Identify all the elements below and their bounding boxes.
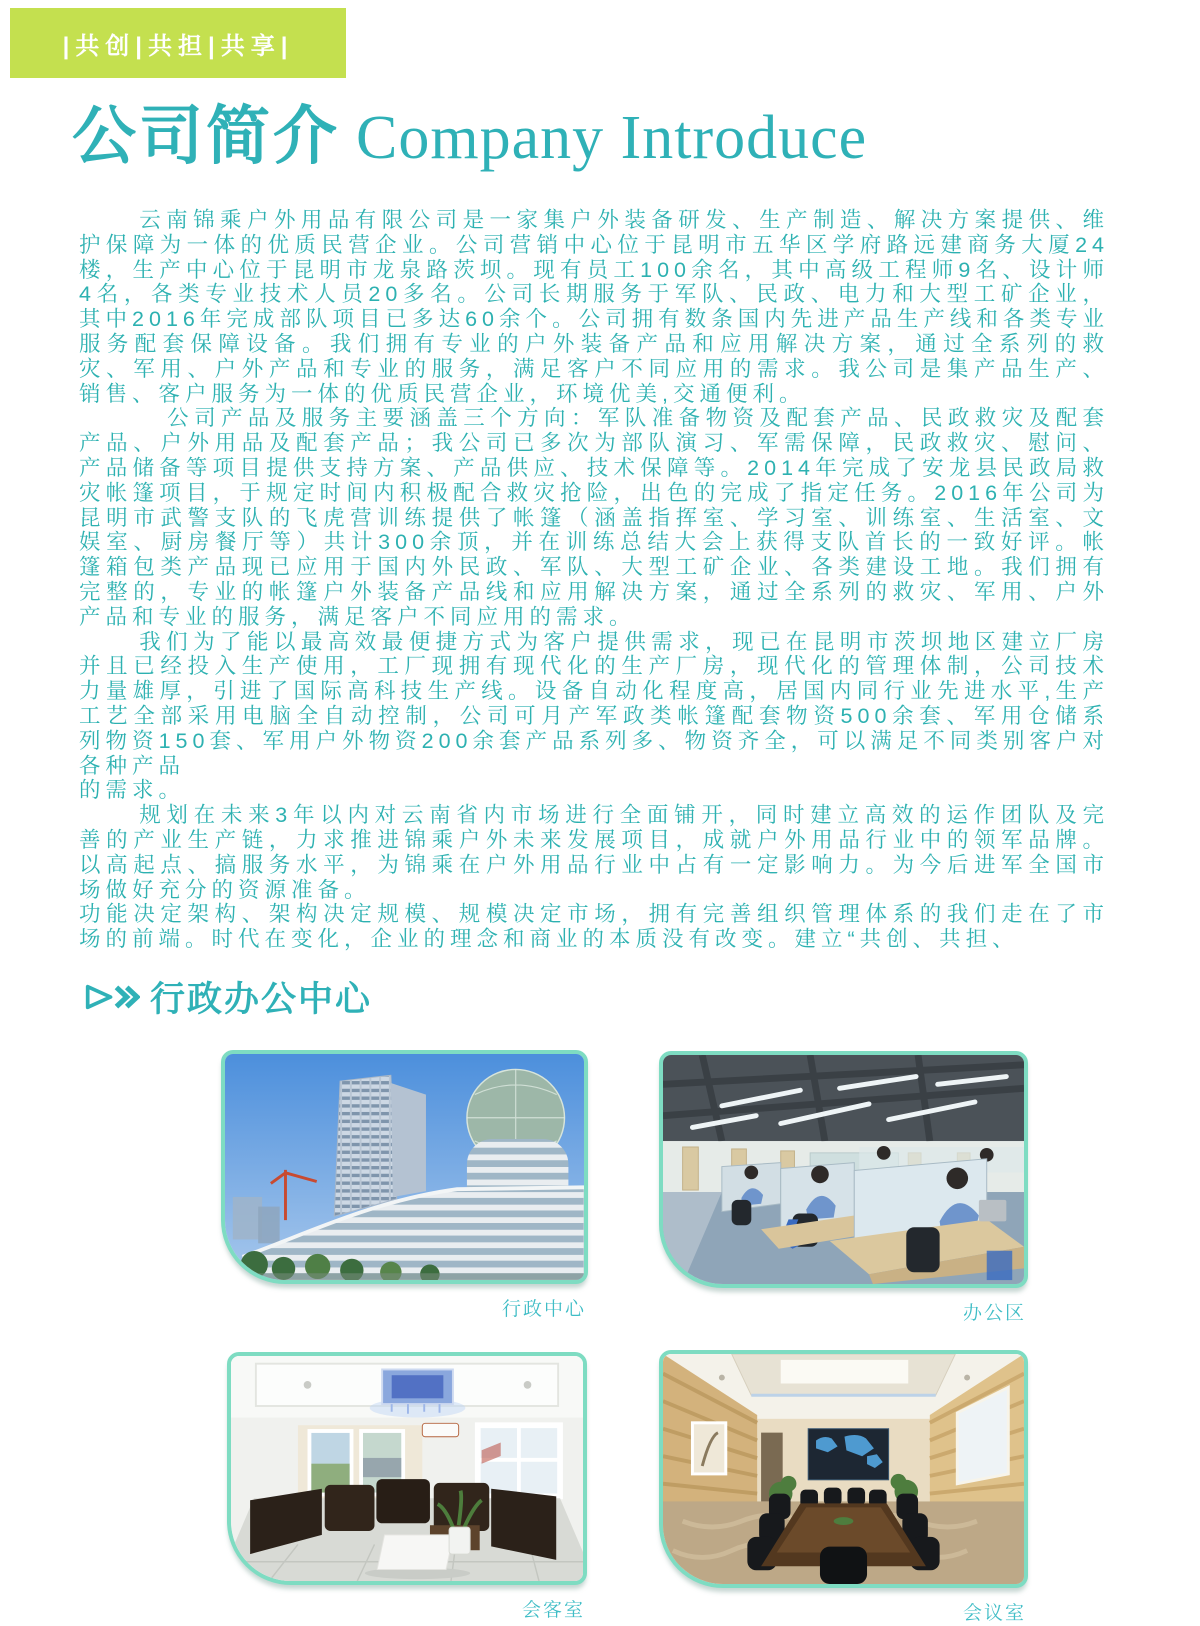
photo-caption-office-area: 办公区 — [962, 1303, 1026, 1324]
photo-caption-meeting-room: 会议室 — [962, 1603, 1026, 1624]
slogan-text: |共创|共担|共享| — [62, 32, 294, 60]
paragraph-factory: 我们为了能以最高效最便捷方式为客户提供需求，现已在昆明市茨坝地区建立厂房并且已经投入生产使用，工厂现拥有现代化的生产厂房，现代化的管理体制，公司技术力量雄厚，引进了国际高科技生产线。设备自动化程度高，居国内同行业先进水平,生产工艺全部采用电脑全自动控制，公司可月产军政类帐篷配套物资500余套、军用仓储系列物资150套、军用户外物资200余套产品系列多、物资齐全，可以满足不同类别客户对各种产品 — [79, 629, 1109, 778]
section-title: 行政办公中心 — [150, 980, 373, 1019]
paragraph-philosophy: 功能决定架构、架构决定规模、规模决定市场，拥有完善组织管理体系的我们走在了市场的前端。时代在变化，企业的理念和商业的本质没有改变。建立“共创、共担、 — [79, 902, 1109, 952]
reception-room-image — [231, 1356, 583, 1581]
slogan-banner — [10, 8, 346, 78]
office-area-image — [663, 1055, 1024, 1284]
reception-room-photo-frame — [227, 1352, 587, 1585]
page-title-english: Company Introduce — [356, 104, 868, 172]
page-title — [72, 100, 868, 172]
paragraph-products-services: 公司产品及服务主要涵盖三个方向：军队准备物资及配套产品、民政救灾及配套产品、户外用品及配套产品；我公司已多次为部队演习、军需保障，民政救灾、慰问、产品储备等项目提供支持方案、产品供应、技术保障等。2014年完成了安龙县民政局救灾帐篷项目，于规定时间内积极配合救灾抢险，出色的完成了指定任务。2016年公司为昆明市武警支队的飞虎营训练提供了帐篷（涵盖指挥室、学习室、训练室、生活室、文娱室、厨房餐厅等）共计300余顶，并在训练总结大会上获得支队首长的一致好评。帐篷箱包类产品现已应用于国内外民政、军队、大型工矿企业、各类建设工地。我们拥有完整的，专业的帐篷户外装备产品线和应用解决方案，通过全系列的救灾、军用、户外产品和专业的服务，满足客户不同应用的需求。 — [79, 406, 1109, 629]
office-area-photo-frame — [659, 1051, 1028, 1288]
page-title-chinese: 公司简介 — [72, 100, 340, 172]
gallery-photo-reception-room — [227, 1352, 587, 1621]
gallery-photo-meeting-room — [659, 1350, 1028, 1624]
admin-center-photo-frame — [221, 1050, 588, 1284]
outline-arrow-double-chevron-icon — [84, 978, 140, 1016]
photo-caption-reception-room: 会客室 — [521, 1600, 585, 1621]
paragraph-factory-continued: 的需求。 — [79, 778, 186, 803]
company-description — [79, 208, 1109, 952]
section-header-admin-office — [84, 972, 372, 1022]
meeting-room-image — [663, 1354, 1024, 1584]
admin-center-building-image — [225, 1054, 584, 1280]
paragraph-company-overview: 云南锦乘户外用品有限公司是一家集户外装备研发、生产制造、解决方案提供、维护保障为一体的优质民营企业。公司营销中心位于昆明市五华区学府路远建商务大厦24楼，生产中心位于昆明市龙泉路茨坝。现有员工100余名，其中高级工程师9名、设计师4名，各类专业技术人员20多名。公司长期服务于军队、民政、电力和大型工矿企业，其中2016年完成部队项目已多达60余个。公司拥有数条国内先进产品生产线和各类专业服务配套保障设备。我们拥有专业的户外装备产品和应用解决方案，通过全系列的救灾、军用、户外产品和专业的服务，满足客户不同应用的需求。我公司是集产品生产、销售、客户服务为一体的优质民营企业，环境优美,交通便利。 — [79, 208, 1109, 406]
paragraph-plan: 规划在未来3年以内对云南省内市场进行全面铺开，同时建立高效的运作团队及完善的产业生产链，力求推进锦乘户外未来发展项目，成就户外用品行业中的领军品牌。以高起点、搞服务水平，为锦乘在户外用品行业中占有一定影响力。为今后进军全国市场做好充分的资源准备。 — [79, 803, 1109, 902]
meeting-room-photo-frame — [659, 1350, 1028, 1588]
photo-caption-admin-center: 行政中心 — [501, 1299, 586, 1320]
gallery-photo-admin-center — [221, 1050, 588, 1320]
gallery-photo-office-area — [659, 1051, 1028, 1324]
